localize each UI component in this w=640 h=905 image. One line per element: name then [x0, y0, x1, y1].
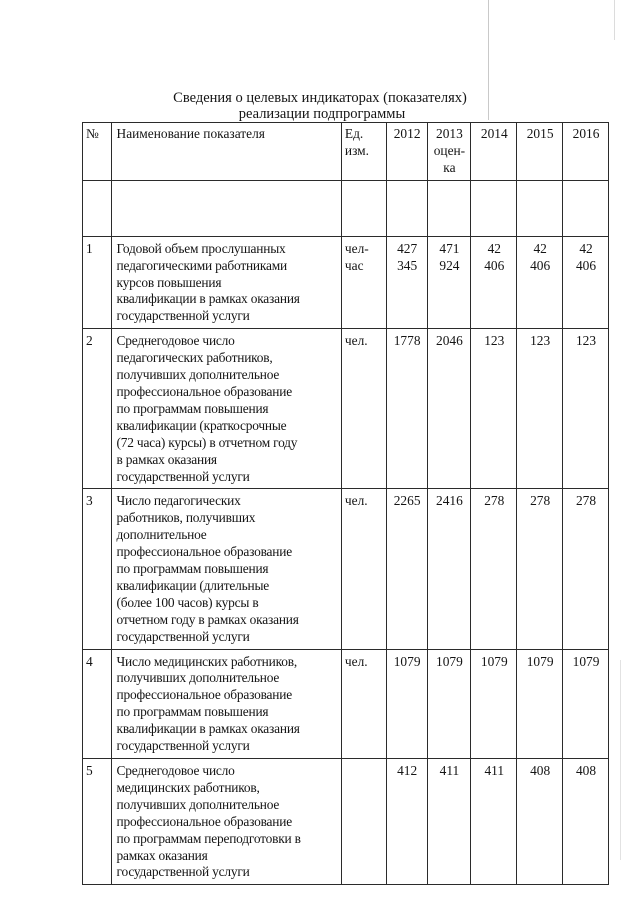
unit-of-measure [341, 649, 386, 758]
indicator-name [111, 649, 341, 758]
value-2014 [471, 649, 517, 758]
table-header-row [83, 123, 609, 181]
value-2013-line: 2416 [436, 493, 463, 509]
value-2013-line: 411 [439, 763, 460, 778]
value-2013 [427, 759, 471, 885]
header-unit-line: изм. [344, 142, 369, 158]
value-2016 [563, 329, 609, 489]
indicator-name [111, 329, 341, 489]
header-name: Наименование показателя [111, 123, 341, 181]
value-2013 [427, 489, 471, 649]
row-number: 4 [83, 649, 112, 758]
unit-of-measure-line: чел. [344, 493, 368, 509]
value-2015 [517, 759, 563, 885]
indicator-name-line: получивших дополнительное [116, 796, 280, 812]
indicator-name-line: квалификации в рамках оказания [116, 721, 300, 737]
value-2016 [563, 759, 609, 885]
header-num: № [83, 123, 112, 181]
indicator-name-line: в рамках оказания [116, 451, 217, 467]
spacer-cell [83, 180, 112, 236]
row-number: 2 [83, 329, 112, 489]
indicator-name-line: профессиональное образование [116, 383, 292, 399]
value-2014 [471, 236, 517, 329]
row-number: 5 [83, 759, 112, 885]
table-row [83, 236, 609, 329]
value-2016-line: 1079 [572, 653, 600, 669]
unit-of-measure-line: чел- [344, 240, 369, 256]
indicator-name [111, 489, 341, 649]
indicator-name-line: квалификации в рамках оказания [116, 291, 300, 307]
header-year-2014: 2014 [471, 123, 517, 181]
title-line-2: реализации подпрограммы [238, 106, 406, 122]
indicators-table [82, 122, 609, 885]
indicator-name-line: государственной услуги [116, 628, 250, 644]
unit-of-measure-line: чел. [344, 333, 368, 349]
indicator-name-line: государственной услуги [116, 308, 250, 324]
value-2012 [386, 489, 427, 649]
indicator-name-line: Среднегодовое число [116, 333, 235, 349]
row-number: 1 [83, 236, 112, 329]
value-2013-line: 2046 [436, 333, 463, 349]
value-2013 [427, 329, 471, 489]
indicator-name-line: государственной услуги [116, 468, 250, 484]
table-row [83, 649, 609, 758]
indicator-name-line: рамках оказания [116, 847, 208, 863]
table-row [83, 489, 609, 649]
value-2016-line: 278 [575, 493, 597, 509]
indicator-name-line: профессиональное образование [116, 687, 292, 703]
indicator-name-line: Среднегодовое число [116, 763, 235, 778]
table-row [83, 329, 609, 489]
header-spacer-row [83, 180, 609, 236]
value-2012 [386, 649, 427, 758]
table-body [83, 236, 609, 885]
indicator-name-line: педагогических работников, [116, 350, 273, 366]
spacer-cell [386, 180, 427, 236]
value-2012 [386, 329, 427, 489]
value-2016 [563, 649, 609, 758]
value-2013-line: 1079 [436, 653, 463, 669]
indicator-name-line: педагогическими работниками [116, 257, 287, 273]
indicator-name-line: Годовой объем прослушанных [116, 240, 286, 256]
unit-of-measure [341, 236, 386, 329]
value-2016-line: 42 [579, 240, 593, 256]
value-2012-line: 1079 [393, 653, 421, 669]
value-2014-line: 123 [484, 333, 505, 349]
indicator-name-line: квалификации (краткосрочные [116, 417, 287, 433]
indicator-name-line: по программам повышения [116, 400, 269, 416]
spacer-cell [111, 180, 341, 236]
indicator-name-line: получивших дополнительное [116, 670, 280, 686]
indicator-name-line: профессиональное образование [116, 813, 292, 829]
unit-of-measure-line: чел. [344, 653, 368, 669]
indicator-name-line: отчетном году в рамках оказания [116, 611, 299, 627]
indicator-name-line: (более 100 часов) курсы в [116, 594, 259, 610]
header-year-2016: 2016 [563, 123, 609, 181]
indicator-name-line: Число медицинских работников, [116, 653, 297, 669]
scan-line [614, 0, 615, 40]
spacer-cell [517, 180, 563, 236]
header-unit-line: Ед. [344, 126, 364, 141]
indicator-name-line: работников, получивших [116, 510, 256, 526]
value-2016-line: 123 [575, 333, 597, 349]
indicator-name-line: по программам повышения [116, 704, 269, 720]
value-2012-line: 412 [397, 763, 418, 778]
unit-of-measure-line: час [344, 257, 364, 273]
row-number: 3 [83, 489, 112, 649]
indicator-name-line: государственной услуги [116, 864, 250, 880]
title-line-1: Сведения о целевых индикаторах (показателях) [173, 90, 467, 106]
value-2016-line: 406 [575, 257, 597, 273]
spacer-cell [563, 180, 609, 236]
value-2015-line: 406 [530, 257, 551, 273]
value-2016 [563, 236, 609, 329]
value-2014 [471, 329, 517, 489]
unit-of-measure [341, 329, 386, 489]
spacer-cell [341, 180, 386, 236]
value-2015-line: 278 [530, 493, 551, 509]
indicator-name [111, 759, 341, 885]
indicator-name-line: профессиональное образование [116, 544, 292, 560]
indicator-name [111, 236, 341, 329]
value-2012 [386, 759, 427, 885]
value-2015-line: 1079 [526, 653, 554, 669]
header-year-2015: 2015 [517, 123, 563, 181]
header-2013-line: оцен- [433, 142, 466, 158]
document-title [0, 90, 640, 122]
unit-of-measure [341, 489, 386, 649]
indicator-name-line: (72 часа) курсы) в отчетном году [116, 434, 298, 450]
header-unit [341, 123, 386, 181]
value-2012 [386, 236, 427, 329]
value-2016-line: 408 [575, 763, 597, 778]
indicator-name-line: получивших дополнительное [116, 367, 280, 383]
value-2015 [517, 489, 563, 649]
table-row [83, 759, 609, 885]
value-2014-line: 42 [487, 240, 501, 256]
value-2012-line: 345 [397, 257, 418, 273]
header-year-2012: 2012 [386, 123, 427, 181]
value-2014-line: 1079 [480, 653, 508, 669]
value-2015 [517, 649, 563, 758]
indicator-name-line: по программам повышения [116, 561, 269, 577]
unit-of-measure [341, 759, 386, 885]
value-2014 [471, 489, 517, 649]
value-2013-line: 471 [439, 240, 460, 256]
value-2014-line: 411 [484, 763, 505, 778]
indicator-name-line: дополнительное [116, 527, 207, 543]
indicator-name-line: по программам переподготовки в [116, 830, 301, 846]
header-2013-line: 2013 [436, 126, 463, 141]
value-2012-line: 2265 [393, 493, 421, 509]
value-2015-line: 42 [533, 240, 547, 256]
value-2016 [563, 489, 609, 649]
indicator-name-line: квалификации (длительные [116, 577, 270, 593]
scan-line [620, 660, 621, 860]
indicator-name-line: курсов повышения [116, 274, 222, 290]
indicator-name-line: медицинских работников, [116, 779, 260, 795]
value-2015-line: 408 [530, 763, 551, 778]
value-2015-line: 123 [530, 333, 551, 349]
value-2015 [517, 329, 563, 489]
spacer-cell [471, 180, 517, 236]
value-2015 [517, 236, 563, 329]
indicator-name-line: Число педагогических [116, 493, 241, 509]
header-2013-line: ка [443, 159, 456, 175]
value-2012-line: 1778 [393, 333, 421, 349]
header-year-2013 [427, 123, 471, 181]
value-2014-line: 278 [484, 493, 505, 509]
spacer-cell [427, 180, 471, 236]
value-2012-line: 427 [397, 240, 418, 256]
value-2014 [471, 759, 517, 885]
value-2013 [427, 236, 471, 329]
value-2013 [427, 649, 471, 758]
indicator-name-line: государственной услуги [116, 738, 250, 754]
value-2014-line: 406 [484, 257, 505, 273]
value-2013-line: 924 [439, 257, 460, 273]
